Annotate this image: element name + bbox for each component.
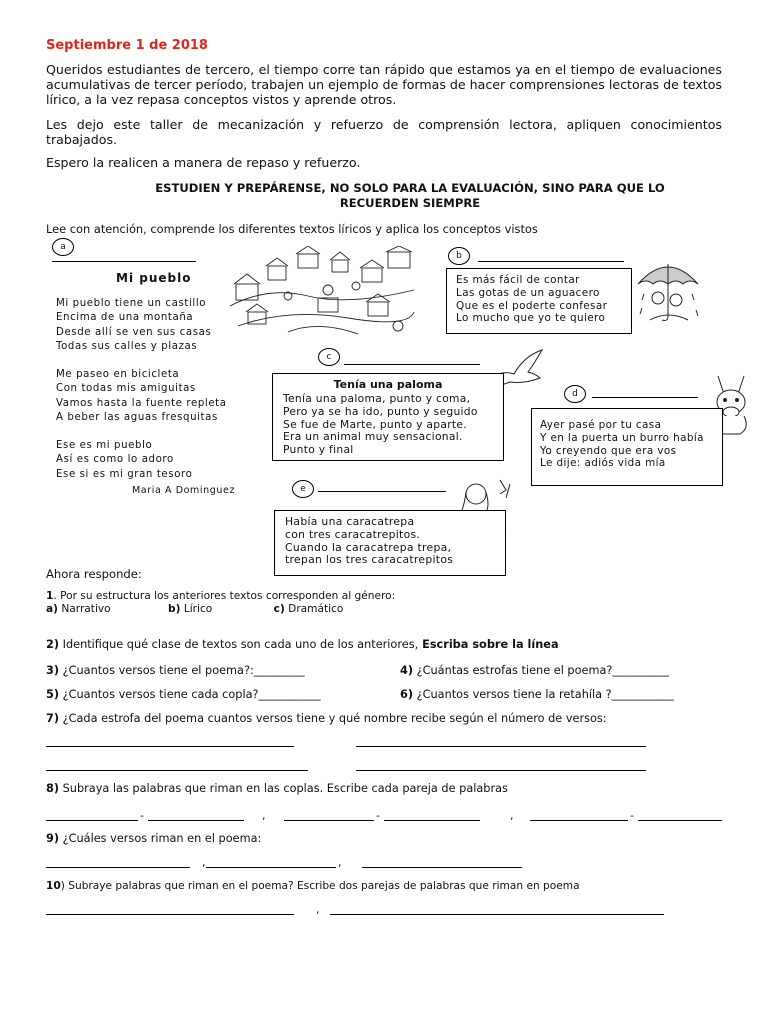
q-text: ¿Cuáles versos riman en el poema: [59, 832, 262, 845]
answer-line-c[interactable] [344, 364, 480, 365]
label-e: e [292, 480, 314, 498]
poem-a-title: Mi pueblo [116, 271, 192, 285]
verse: Y en la puerta un burro había [540, 431, 704, 444]
verse: Así es como lo adoro [56, 454, 174, 466]
answer-line[interactable] [206, 867, 336, 868]
pair-separator: - [140, 809, 144, 822]
q-number: 5) [46, 688, 60, 701]
answer-line[interactable] [284, 820, 374, 821]
label-d: d [564, 385, 586, 403]
q-number: 7) [46, 712, 60, 725]
pair-separator: - [630, 809, 634, 822]
headline-line-1: ESTUDIEN Y PREPÁRENSE, NO SOLO PARA LA EVALUACIÓN, SINO PARA QUE LO [155, 181, 665, 195]
verse: trepan los tres caracatrepitos [285, 553, 454, 567]
lead-instruction: Lee con atención, comprende los diferentes textos líricos y aplica los conceptos vistos [46, 222, 538, 236]
verse: Encima de una montaña [56, 312, 194, 324]
comma-separator: , [262, 809, 266, 822]
verse: Se fue de Marte, punto y aparte. [283, 417, 467, 431]
question-5[interactable] [46, 688, 321, 701]
answer-line[interactable] [46, 746, 294, 747]
answer-line[interactable] [638, 820, 722, 821]
date-heading: Septiembre 1 de 2018 [46, 38, 208, 53]
verse: Le dije: adiós vida mía [540, 457, 666, 470]
q-text: ) Subraye palabras que riman en el poema? Escribe dos parejas de palabras que riman en poema [60, 880, 580, 892]
q-text: Identifique qué clase de textos son cada uno de los anteriores, [59, 638, 419, 651]
question-8 [46, 782, 508, 795]
q-number: 3) [46, 664, 60, 677]
q-text: ¿Cuantos versos tiene cada copla?___________ [59, 688, 321, 701]
q-number: 1 [46, 590, 54, 602]
verse: Vamos hasta la fuente repleta [56, 397, 227, 409]
verse: Me paseo en bicicleta [56, 369, 180, 380]
comma-separator: , [316, 903, 320, 916]
poem-a-stanza-1 [56, 297, 211, 354]
verse: Cuando la caracatrepa trepa, [285, 540, 452, 554]
q-number: 10 [46, 880, 61, 892]
q-text: ¿Cuántas estrofas tiene el poema?__________ [413, 664, 669, 677]
verse: Había una caracatrepa [285, 515, 415, 528]
pair-separator: - [376, 809, 380, 822]
answer-line[interactable] [46, 820, 138, 821]
label-a: a [52, 238, 74, 256]
option-a-text: Narrativo [58, 603, 111, 615]
question-9 [46, 832, 261, 845]
poem-a-stanza-2 [56, 368, 227, 425]
answer-line-a[interactable] [52, 261, 196, 262]
verse: Ese si es mi gran tesoro [56, 468, 193, 480]
label-c: c [318, 348, 340, 366]
headline-line-2: RECUERDEN SIEMPRE [339, 196, 481, 210]
question-1 [46, 590, 395, 602]
verse: Con todas mis amiguitas [56, 383, 196, 395]
option-c-text: Dramático [284, 603, 344, 615]
q-number: 4) [400, 664, 414, 677]
text-c-title: Tenía una paloma [333, 378, 443, 391]
verse: Mi pueblo tiene un castillo [56, 298, 207, 309]
respond-heading: Ahora responde: [46, 567, 142, 581]
verse: Ayer pasé por tu casa [540, 419, 662, 431]
verse: Lo mucho que yo te quiero [456, 312, 606, 325]
verse: Que es el poderte confesar [456, 299, 608, 312]
q-text: ¿Cuantos versos tiene la retahíla ?___________ [413, 688, 674, 701]
poem-a-author: Maria A Dominguez [132, 485, 236, 496]
question-6[interactable] [400, 688, 674, 701]
answer-line-d[interactable] [592, 397, 698, 398]
text-c-box [272, 373, 504, 461]
option-c[interactable] [274, 603, 344, 615]
verse: Desde allí se ven sus casas [56, 326, 212, 338]
poem-a-stanza-3 [56, 439, 192, 482]
town-illustration [228, 246, 416, 340]
answer-line[interactable] [356, 746, 646, 747]
q-number: 6) [400, 688, 414, 701]
intro-paragraph-3: Espero la realicen a manera de repaso y refuerzo. [46, 155, 361, 170]
comma-separator: , [338, 856, 342, 869]
answer-line[interactable] [384, 820, 480, 821]
q-number: 2) [46, 638, 60, 651]
answer-line[interactable] [362, 867, 522, 868]
q-text: ¿Cuantos versos tiene el poema?:_________ [59, 664, 305, 677]
q-number: 9) [46, 832, 60, 845]
verse: Ese es mi pueblo [56, 440, 153, 451]
answer-line-b[interactable] [478, 261, 624, 262]
option-b[interactable] [168, 603, 212, 615]
question-4[interactable] [400, 664, 669, 677]
option-a-label: a) [46, 603, 58, 615]
option-b-label: b) [168, 603, 181, 615]
verse: Era un animal muy sensacional. [283, 430, 463, 444]
answer-line-e[interactable] [318, 491, 446, 492]
question-2 [46, 638, 559, 651]
verse: Es más fácil de contar [456, 274, 580, 286]
verse: con tres caracatrepitos. [285, 527, 421, 541]
q-text: Subraya las palabras que riman en las coplas. Escribe cada pareja de palabras [59, 782, 508, 795]
q-text: . Por su estructura los anteriores textos corresponden al género: [53, 590, 396, 602]
verse: A beber las aguas fresquitas [56, 411, 218, 423]
answer-line[interactable] [46, 867, 190, 868]
text-d-box [531, 408, 723, 486]
answer-line[interactable] [148, 820, 244, 821]
question-10 [46, 880, 580, 892]
text-b-box [446, 268, 632, 334]
question-7 [46, 712, 607, 725]
label-b: b [448, 247, 470, 265]
verse: Todas sus calles y plazas [56, 340, 198, 352]
answer-line[interactable] [46, 914, 294, 915]
answer-line[interactable] [356, 770, 646, 771]
answer-line[interactable] [530, 820, 628, 821]
umbrella-icon [634, 254, 702, 330]
verse: Punto y final [283, 443, 354, 457]
text-e-box [274, 510, 506, 576]
intro-paragraph-2: Les dejo este taller de mecanización y refuerzo de comprensión lectora, apliquen conocimientos trabajados. [46, 117, 722, 147]
answer-line[interactable] [330, 914, 664, 915]
verse: Pero ya se ha ido, punto y seguido [283, 404, 478, 418]
question-1-options [46, 603, 343, 615]
verse: Yo creyendo que era vos [540, 444, 677, 457]
option-b-text: Lírico [180, 603, 213, 615]
verse: Tenía una paloma, punto y coma, [283, 392, 471, 405]
option-c-label: c) [273, 603, 285, 615]
option-a[interactable] [46, 603, 111, 615]
q-text: ¿Cada estrofa del poema cuantos versos tiene y qué nombre recibe según el número de versos: [59, 712, 607, 725]
question-3[interactable] [46, 664, 305, 677]
answer-line[interactable] [46, 770, 308, 771]
q-number: 8) [46, 782, 60, 795]
comma-separator: , [510, 809, 514, 822]
intro-paragraph-1: Queridos estudiantes de tercero, el tiempo corre tan rápido que estamos ya en el tiempo de evaluaciones acumulativas de tercer período, trabajen un ejemplo de formas de hacer comprensiones lectoras de textos lírico, a la vez repasa conceptos vistos y aprende otros. [46, 62, 722, 107]
comma-separator: , [202, 856, 206, 869]
verse: Las gotas de un aguacero [456, 286, 600, 299]
q-bold-text: Escriba sobre la línea [418, 638, 559, 651]
